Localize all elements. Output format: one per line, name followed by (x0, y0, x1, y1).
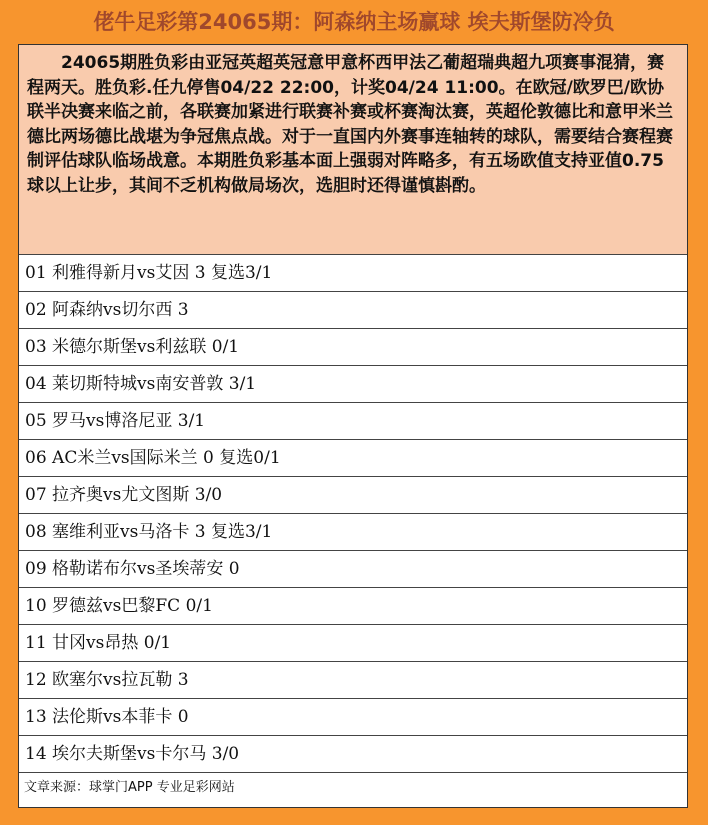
match-row: 05 罗马vs博洛尼亚 3/1 (19, 403, 687, 440)
match-row: 06 AC米兰vs国际米兰 0 复选0/1 (19, 440, 687, 477)
match-row: 09 格勒诺布尔vs圣埃蒂安 0 (19, 551, 687, 588)
intro-paragraph: 24065期胜负彩由亚冠英超英冠意甲意杯西甲法乙葡超瑞典超九项赛事混猜，赛程两天。胜负彩.任九停售04/22 22:00，计奖04/24 11:00。在欧冠/欧罗巴/欧协联半决赛来临之前，各联赛加紧进行联赛补赛或杯赛淘汰赛，英超伦敦德比和意甲米兰德比两场德比战堪为争冠焦点战。对于一直国内外赛事连轴转的球队，需要结合赛程赛制评估球队临场战意。本期胜负彩基本面上强弱对阵略多，有五场欧值支持亚值0.75球以上让步，其间不乏机构做局场次，选胆时还得谨慎斟酌。 (19, 45, 687, 255)
match-row: 08 塞维利亚vs马洛卡 3 复选3/1 (19, 514, 687, 551)
match-row: 14 埃尔夫斯堡vs卡尔马 3/0 (19, 736, 687, 773)
article-title: 佬牛足彩第24065期：阿森纳主场赢球 埃夫斯堡防冷负 (93, 10, 615, 34)
match-row: 01 利雅得新月vs艾因 3 复选3/1 (19, 255, 687, 292)
match-row: 02 阿森纳vs切尔西 3 (19, 292, 687, 329)
match-list (19, 255, 687, 773)
match-row: 03 米德尔斯堡vs利兹联 0/1 (19, 329, 687, 366)
content-card (18, 44, 688, 808)
match-row: 07 拉齐奥vs尤文图斯 3/0 (19, 477, 687, 514)
match-row: 10 罗德兹vs巴黎FC 0/1 (19, 588, 687, 625)
source-footer: 文章来源：球掌门APP 专业足彩网站 (24, 780, 235, 795)
match-row: 12 欧塞尔vs拉瓦勒 3 (19, 662, 687, 699)
match-row: 04 莱切斯特城vs南安普敦 3/1 (19, 366, 687, 403)
match-row: 11 甘冈vs昂热 0/1 (19, 625, 687, 662)
match-row: 13 法伦斯vs本菲卡 0 (19, 699, 687, 736)
